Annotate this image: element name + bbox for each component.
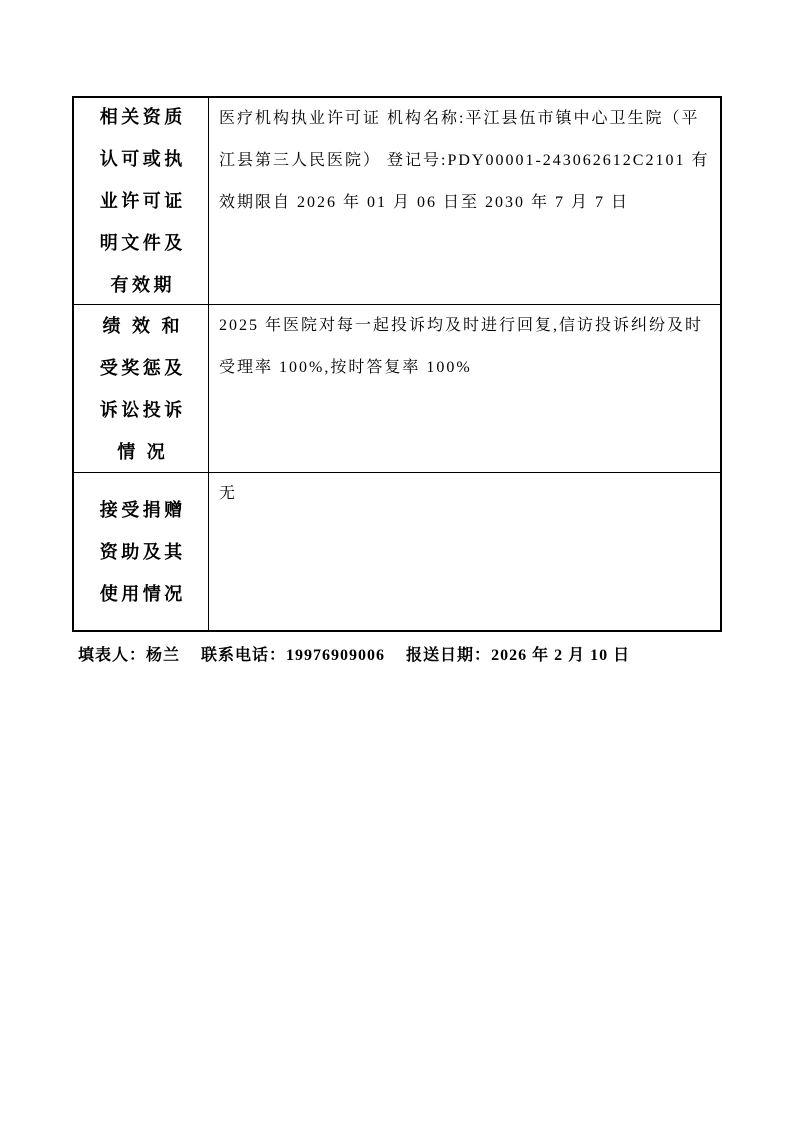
filler-label: 填表人：	[78, 647, 147, 664]
table-row-donations	[74, 473, 720, 630]
label-line: 诉讼投诉	[99, 399, 186, 420]
table-row-license	[74, 98, 720, 305]
label-line: 有效期	[110, 275, 175, 295]
date-label: 报送日期：	[406, 647, 492, 664]
label-line: 认可或执	[99, 149, 186, 169]
content-line: 无	[219, 485, 238, 502]
row-content-license	[209, 98, 720, 304]
form-footer	[78, 644, 646, 668]
row-label-performance	[74, 305, 209, 472]
row-content-performance	[209, 305, 720, 472]
report-date: 2026 年 2 月 10 日	[491, 647, 631, 664]
info-table	[72, 96, 722, 632]
content-line: 效期限自 2026 年 01 月 06 日至 2030 年 7 月 7 日	[219, 194, 630, 211]
date-info	[406, 644, 630, 668]
label-line: 绩 效 和	[102, 315, 183, 336]
row-label-license	[74, 98, 209, 304]
phone-label: 联系电话：	[201, 647, 287, 664]
table-row-performance	[74, 305, 720, 473]
label-line: 相关资质	[99, 107, 186, 127]
content-line: 江县第三人民医院） 登记号:PDY00001-243062612C2101 有	[219, 152, 710, 169]
label-line: 资助及其	[99, 541, 186, 562]
content-line: 医疗机构执业许可证 机构名称:平江县伍市镇中心卫生院（平	[219, 110, 700, 127]
label-line: 使用情况	[99, 583, 186, 604]
content-line: 受理率 100%,按时答复率 100%	[219, 359, 472, 376]
content-line: 2025 年医院对每一起投诉均及时进行回复,信访投诉纠纷及时	[219, 317, 704, 334]
row-content-donations	[209, 473, 720, 630]
label-line: 业许可证	[99, 191, 186, 211]
row-label-donations	[74, 473, 209, 630]
label-line: 受奖惩及	[99, 357, 186, 378]
filler-name: 杨兰	[146, 647, 181, 664]
label-line: 接受捐赠	[99, 499, 186, 520]
label-line: 情 况	[117, 441, 169, 462]
label-line: 明文件及	[99, 233, 186, 253]
phone-number: 19976909006	[286, 647, 386, 664]
phone-info	[201, 644, 385, 668]
filler-info	[78, 644, 180, 668]
